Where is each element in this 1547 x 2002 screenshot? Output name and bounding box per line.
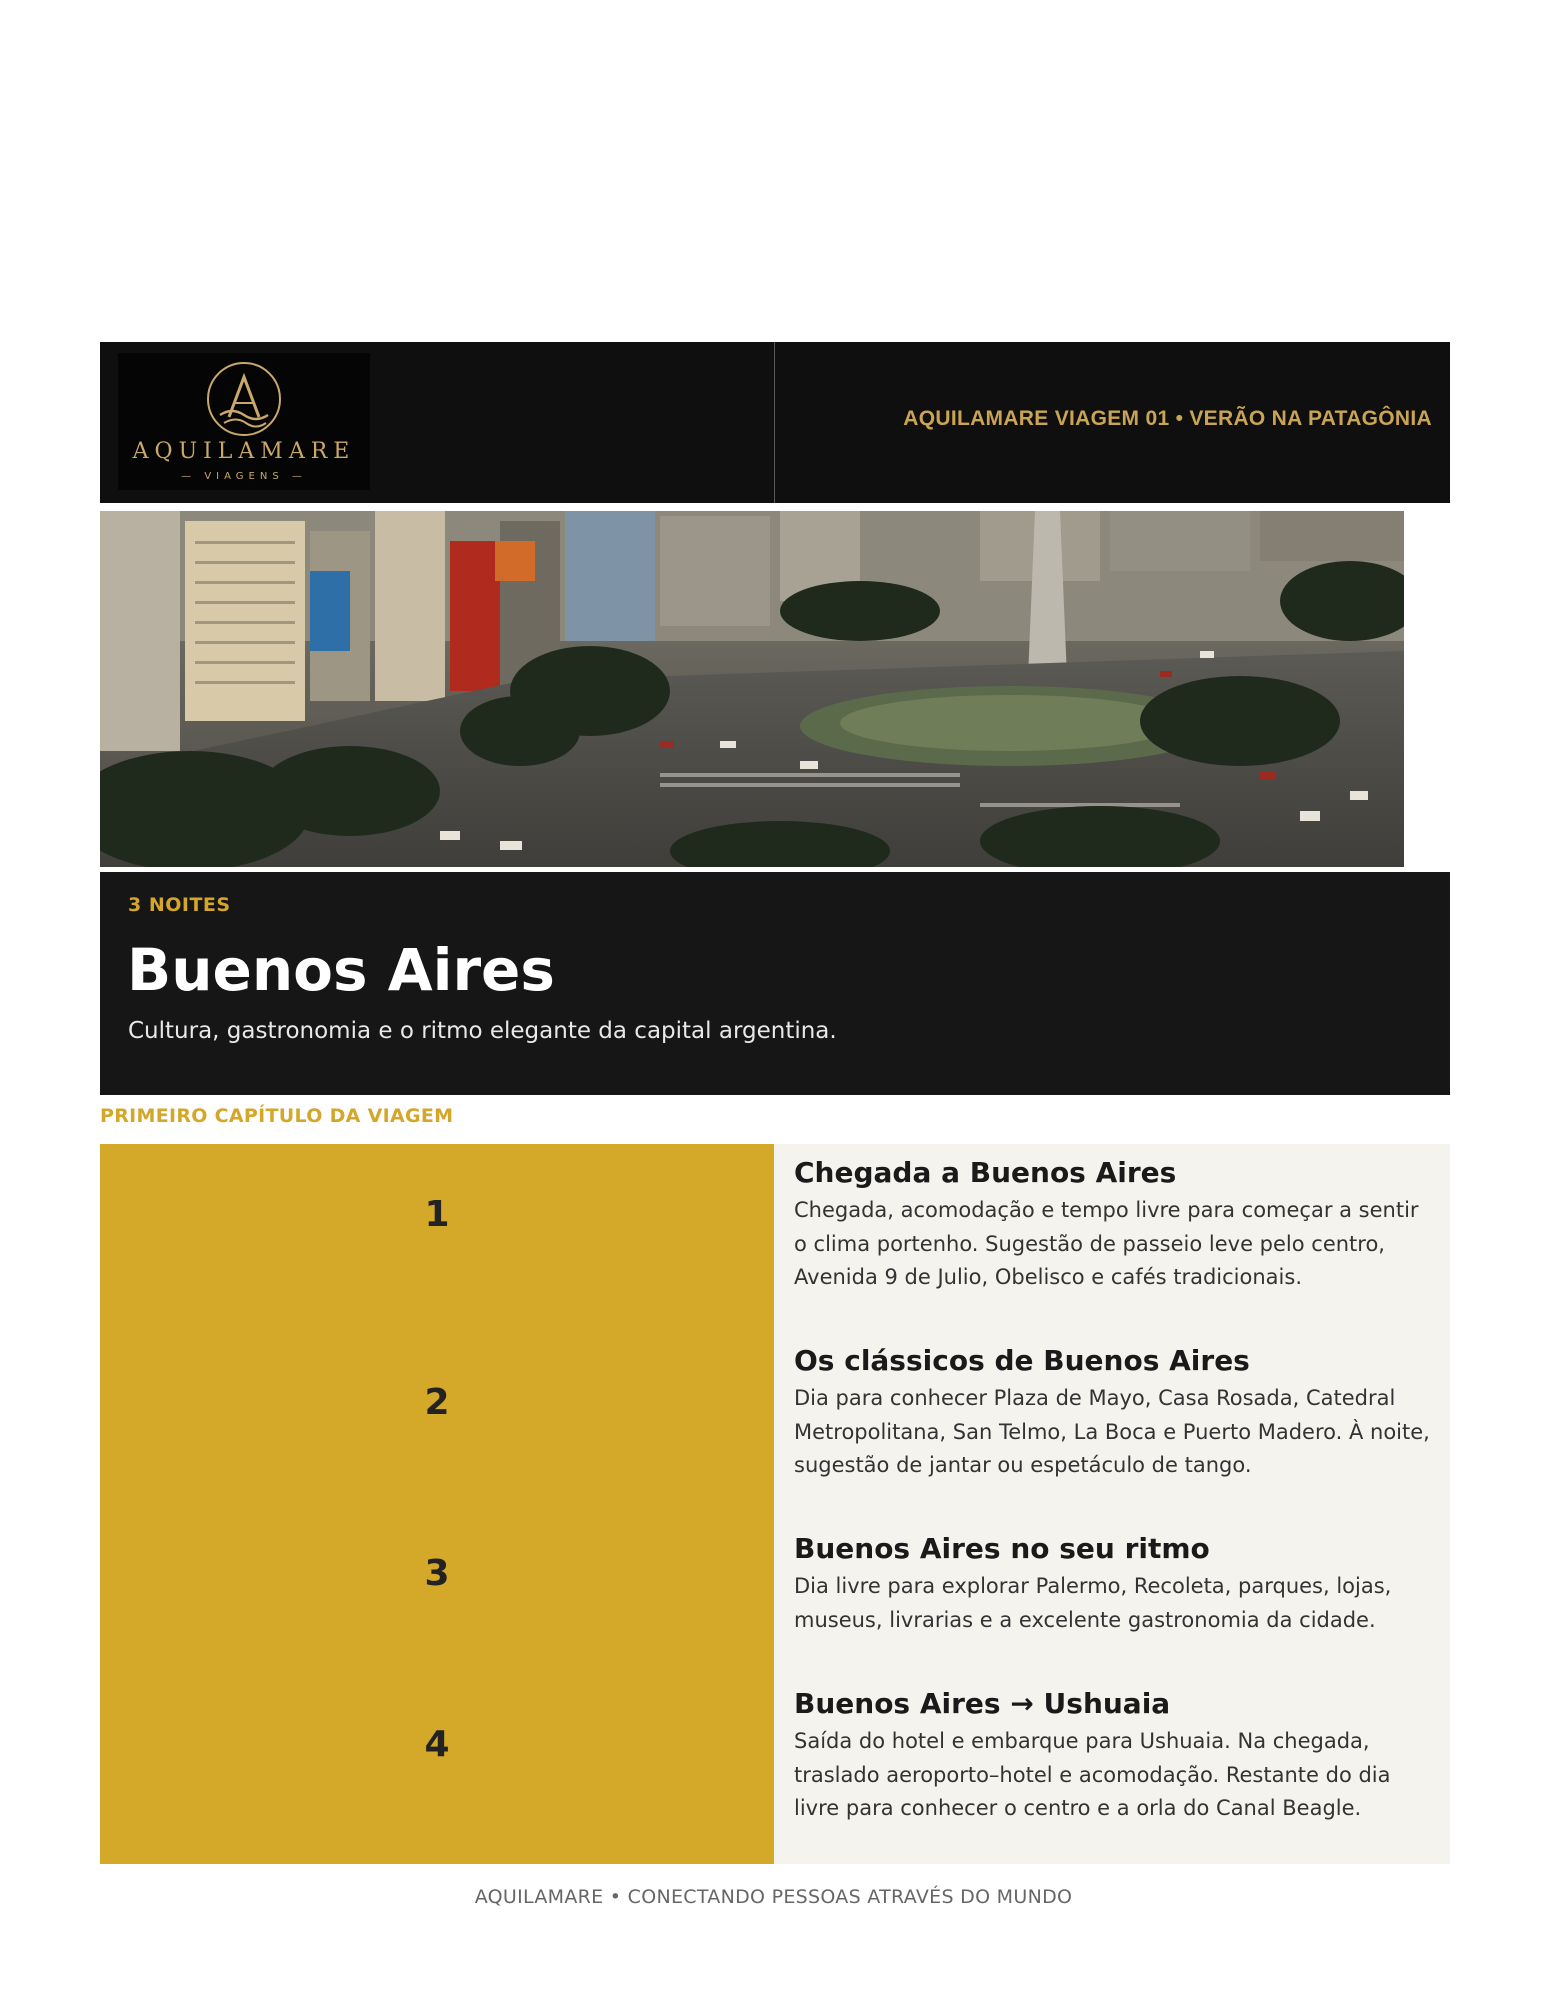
day-title: Os clássicos de Buenos Aires bbox=[794, 1344, 1250, 1377]
chapter-label: PRIMEIRO CAPÍTULO DA VIAGEM bbox=[100, 1105, 454, 1127]
day-number: 4 bbox=[424, 1724, 450, 1765]
header-title: AQUILAMARE VIAGEM 01 • VERÃO NA PATAGÔNIA bbox=[903, 407, 1432, 430]
header-divider bbox=[774, 342, 775, 503]
city-photo-illustration bbox=[100, 511, 1404, 867]
day-description: Dia livre para explorar Palermo, Recoleta, parques, lojas, museus, livrarias e a excelente gastronomia da cidade. bbox=[794, 1574, 1392, 1632]
city-tagline: Cultura, gastronomia e o ritmo elegante da capital argentina. bbox=[128, 1018, 837, 1044]
city-photo bbox=[100, 511, 1404, 867]
brand-emblem-icon bbox=[196, 353, 292, 443]
day-number-column bbox=[100, 1144, 774, 1864]
brand-logo bbox=[118, 353, 370, 490]
page-footer: AQUILAMARE • CONECTANDO PESSOAS ATRAVÉS DO MUNDO bbox=[474, 1886, 1073, 1908]
city-title: Buenos Aires bbox=[127, 936, 555, 1004]
day-number: 3 bbox=[424, 1553, 450, 1594]
nights-label: 3 NOITES bbox=[128, 894, 231, 916]
day-details-column bbox=[774, 1144, 1450, 1864]
day-title: Chegada a Buenos Aires bbox=[794, 1156, 1177, 1189]
day-title: Buenos Aires → Ushuaia bbox=[794, 1687, 1171, 1720]
day-number: 2 bbox=[424, 1382, 450, 1423]
day-description: Dia para conhecer Plaza de Mayo, Casa Rosada, Catedral Metropolitana, San Telmo, La Boca e Puerto Madero. À noite, sugestão de jantar ou espetáculo de tango. bbox=[794, 1386, 1430, 1477]
destination-hero bbox=[100, 872, 1450, 1095]
day-description: Saída do hotel e embarque para Ushuaia. Na chegada, traslado aeroporto–hotel e acomodação. Restante do dia livre para conhecer o centro e a orla do Canal Beagle. bbox=[794, 1729, 1391, 1820]
header-bar bbox=[100, 342, 1450, 503]
day-number: 1 bbox=[424, 1194, 450, 1235]
day-description: Chegada, acomodação e tempo livre para começar a sentir o clima portenho. Sugestão de passeio leve pelo centro, Avenida 9 de Julio, Obelisco e cafés tradicionais. bbox=[794, 1198, 1419, 1289]
day-title: Buenos Aires no seu ritmo bbox=[794, 1532, 1210, 1565]
logo-wordmark: AQUILAMARE bbox=[132, 439, 356, 464]
logo-subtitle: — VIAGENS — bbox=[181, 471, 307, 482]
